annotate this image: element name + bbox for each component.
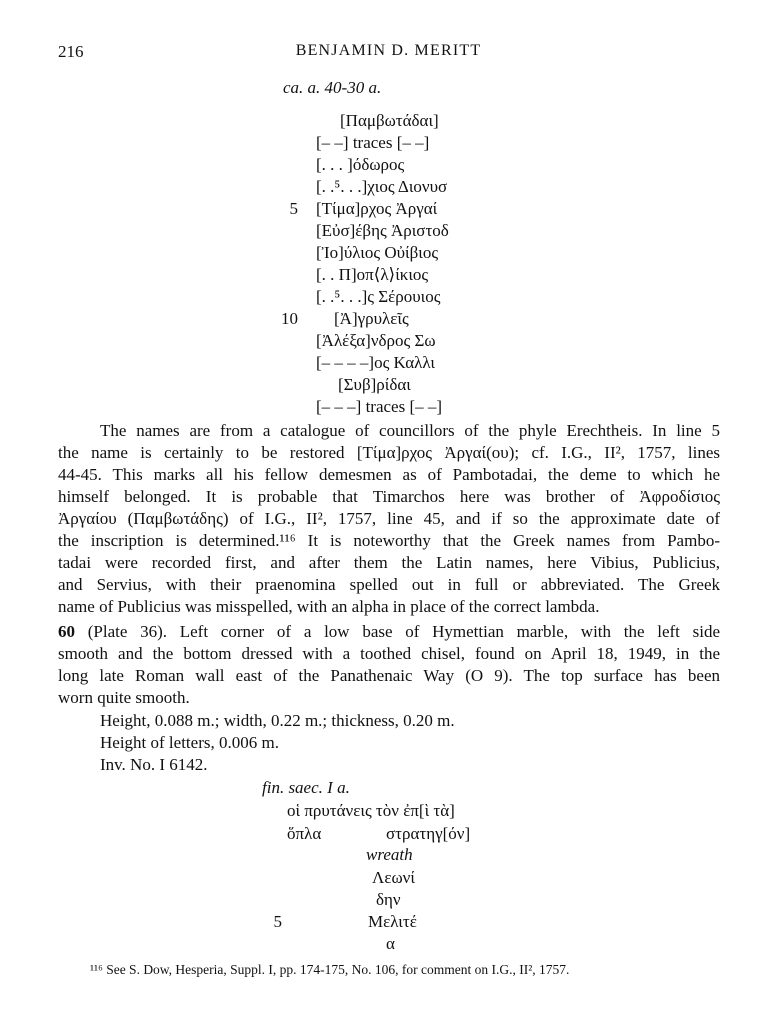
- footnote-marker: ¹¹⁶: [90, 962, 103, 977]
- paragraph-line: himself belonged. It is probable that Timarchos here was brother of Ἀφροδίσιος: [58, 487, 720, 506]
- paragraph-line: [58, 621, 720, 643]
- footnote-text: See S. Dow, Hesperia, Suppl. I, pp. 174-175, No. 106, for comment on I.G., II², 1757.: [106, 962, 570, 977]
- inscription2-date: fin. saec. I a.: [262, 778, 350, 797]
- inscription2-line: οἱ πρυτάνεις τὸν ἐπ[ὶ τὰ]: [287, 801, 455, 820]
- inscription1-line: [Τίμα]ρχος Ἀργαί: [316, 199, 438, 218]
- paragraph-line: the name is certainly to be restored [Τίμα]ρχος Ἀργαί(ου); cf. I.G., II², 1757, lines: [58, 443, 720, 462]
- line-number: 10: [281, 309, 298, 328]
- paragraph-line: tadai were recorded first, and after them the Latin names, here Vibius, Publicius,: [58, 553, 720, 572]
- inscription1-line: [– – –] traces [– –]: [316, 397, 443, 416]
- entry-number: 60: [58, 622, 75, 641]
- paragraph-line: the inscription is determined.¹¹⁶ It is noteworthy that the Greek names from Pambo-: [58, 531, 720, 550]
- inscription2-line: ὅπλα: [287, 824, 322, 843]
- paragraph-line: worn quite smooth.: [58, 688, 190, 707]
- inscription2-wreath: wreath: [366, 845, 413, 864]
- inscription2-line: δην: [376, 890, 401, 909]
- line-number: 5: [273, 912, 282, 931]
- commentary-paragraph: [58, 420, 720, 618]
- inscription1-line: [316, 133, 429, 153]
- inscription1-line: [. . . ]όδωρος: [316, 155, 405, 174]
- paragraph-line: long late Roman wall east of the Panathenaic Way (O 9). The top surface has been: [58, 666, 720, 685]
- inscription1-line: [Συβ]ρίδαι: [338, 375, 411, 394]
- entry-text: (Plate 36). Left corner of a low base of Hymettian marble, with the left side: [87, 622, 720, 641]
- inscription1-line-text: [– –] traces [– –]: [316, 133, 430, 152]
- inscription1-line: [. . Π]οπ⟨λ⟩ίκιος: [316, 265, 429, 284]
- inscription1-line: [Παμβωτάδαι]: [340, 111, 439, 130]
- inscription2-line: α: [386, 934, 395, 953]
- inscription1-line: [Ἀ]γρυλεῖς: [334, 309, 409, 328]
- spec-letter-height: Height of letters, 0.006 m.: [100, 733, 279, 752]
- inscription1-date: ca. a. 40-30 a.: [283, 78, 382, 97]
- inscription2-line: Μελιτέ: [368, 912, 417, 931]
- inscription1-line: [Εὐσ]έβης Ἀριστοδ: [316, 221, 449, 240]
- inscription2-line: στρατηγ[όν]: [386, 824, 471, 843]
- line-number: 5: [289, 199, 298, 218]
- paragraph-line: Ἀργαίου (Παμβωτάδης) of I.G., II², 1757, line 45, and if so the approximate date of: [58, 509, 720, 528]
- paragraph-line: smooth and the bottom dressed with a toothed chisel, found on April 18, 1949, in the: [58, 644, 720, 663]
- spec-inventory: Inv. No. I 6142.: [100, 755, 208, 774]
- paragraph-line: and Servius, with their praenomina spelled out in full or abbreviated. The Greek: [58, 575, 720, 594]
- inscription1-line: [. .⁵. . .]ς Σέρουιος: [316, 287, 441, 306]
- inscription1-line: [Ἰο]ύλιος Οὐίβιος: [316, 243, 439, 262]
- running-head: BENJAMIN D. MERITT: [295, 42, 482, 59]
- inscription1-line: [. .⁵. . .]χιος Διονυσ: [316, 177, 448, 196]
- paragraph-line: 44-45. This marks all his fellow demesmen as of Pambotadai, the deme to which he: [58, 465, 720, 484]
- entry-60-description: [58, 621, 720, 709]
- spec-dimensions: Height, 0.088 m.; width, 0.22 m.; thickness, 0.20 m.: [100, 711, 455, 730]
- page-number: 216: [58, 42, 84, 61]
- paragraph-line: name of Publicius was misspelled, with an alpha in place of the correct lambda.: [58, 597, 600, 616]
- inscription2-line: Λεωνί: [372, 868, 415, 887]
- footnote: [90, 962, 569, 978]
- inscription1-line: [Ἀλέξα]νδρος Σω: [316, 331, 436, 350]
- inscription1-line: [– – – –]ος Καλλι: [316, 353, 435, 372]
- paragraph-line: The names are from a catalogue of councillors of the phyle Erechtheis. In line 5: [100, 421, 720, 440]
